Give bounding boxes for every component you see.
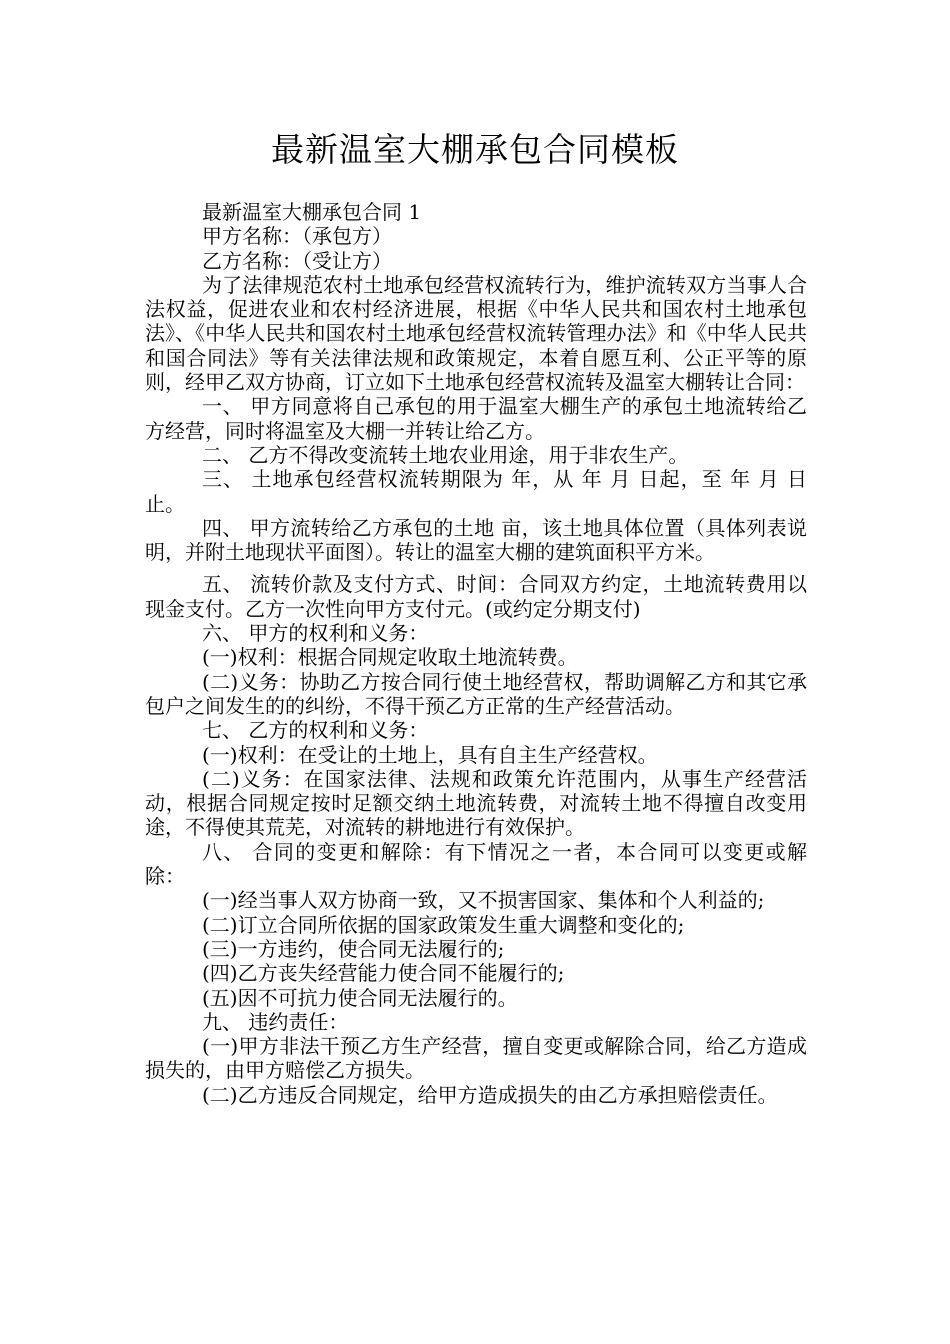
- document-paragraph: 九、 违约责任：: [202, 1009, 349, 1034]
- document-paragraph: (一)权利：根据合同规定收取土地流转费。: [202, 645, 578, 670]
- document-paragraph: 七、 乙方的权利和义务：: [202, 718, 429, 743]
- document-paragraph: 一、 甲方同意将自己承包的用于温室大棚生产的承包土地流转给乙方经营，同时将温室及大棚一并转让给乙方。: [145, 394, 807, 443]
- document-paragraph: 最新温室大棚承包合同 1: [202, 200, 422, 224]
- document-paragraph: (二)乙方违反合同规定，给甲方造成损失的由乙方承担赔偿责任。: [202, 1082, 778, 1107]
- document-paragraph: (五)因不可抗力使合同无法履行的。: [202, 985, 518, 1010]
- document-paragraph: (一)甲方非法干预乙方生产经营，擅自变更或解除合同，给乙方造成损失的，由甲方赔偿乙方损失。: [145, 1034, 807, 1083]
- document-paragraph: 乙方名称：（受让方）: [202, 248, 392, 273]
- document-paragraph: (四)乙方丧失经营能力使合同不能履行的;: [202, 961, 565, 986]
- document-paragraph: 八、 合同的变更和解除：有下情况之一者，本合同可以变更或解除：: [145, 839, 807, 889]
- document-paragraph: (二)订立合同所依据的国家政策发生重大调整和变化的;: [202, 912, 685, 937]
- document-paragraph: 六、 甲方的权利和义务：: [202, 621, 429, 646]
- document-paragraph: 四、 甲方流转给乙方承包的土地 亩，该土地具体位置（具体列表说明，并附土地现状平面图）。转让的温室大棚的建筑面积平方米。: [145, 515, 807, 565]
- document-paragraph: (二)义务：协助乙方按合同行使土地经营权，帮助调解乙方和其它承包户之间发生的的纠纷，不得干预乙方正常的生产经营活动。: [145, 669, 807, 718]
- document-paragraph: 为了法律规范农村土地承包经营权流转行为，维护流转双方当事人合法权益，促进农业和农村经济进展，根据《中华人民共和国农村土地承包法》、《中华人民共和国农村土地承包经营权流转管理办法》和《中华人民共和国合同法》等有关法律法规和政策规定，本着自愿互利、公正平等的原则，经甲乙双方协商，订立如下土地承包经营权流转及温室大棚转让合同：: [145, 272, 807, 395]
- paragraph-spacer: [145, 564, 807, 572]
- document-paragraph: 五、 流转价款及支付方式、时间：合同双方约定，土地流转费用以现金支付。乙方一次性向甲方支付元。(或约定分期支付): [145, 572, 807, 621]
- document-paragraph: 甲方名称：（承包方）: [202, 224, 392, 249]
- document-paragraph: (一)权利：在受让的土地上，具有自主生产经营权。: [202, 742, 658, 767]
- document-paragraph: 二、 乙方不得改变流转土地农业用途，用于非农生产。: [202, 442, 689, 467]
- document-body: [145, 200, 807, 1107]
- document-title: 最新温室大棚承包合同模板: [271, 130, 679, 169]
- document-paragraph: (三)一方违约，使合同无法履行的;: [202, 936, 505, 961]
- document-paragraph: (二)义务：在国家法律、法规和政策允许范围内，从事生产经营活动，根据合同规定按时足额交纳土地流转费，对流转土地不得擅自改变用途，不得使其荒芜，对流转的耕地进行有效保护。: [145, 766, 807, 840]
- document-paragraph: (一)经当事人双方协商一致，又不损害国家、集体和个人利益的;: [202, 888, 765, 913]
- document-paragraph: 三、 土地承包经营权流转期限为 年，从 年 月 日起，至 年 月 日止。: [145, 467, 807, 516]
